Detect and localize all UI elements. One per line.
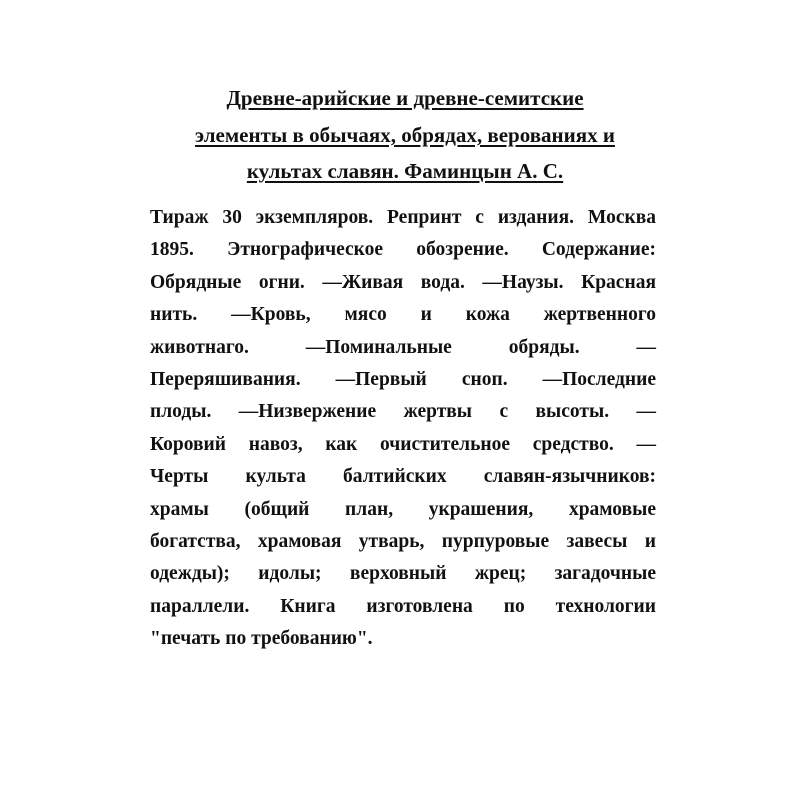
description-line: богатства, храмовая утварь, пурпуровые завесы и <box>150 530 656 552</box>
description-line: Переряшивания. —Первый сноп. —Последние <box>150 368 656 390</box>
book-description <box>150 202 656 655</box>
description-line: плоды. —Низвержение жертвы с высоты. — <box>150 401 656 423</box>
title-line <box>140 153 670 190</box>
title-line <box>140 80 670 117</box>
title-line-text: культах славян. Фаминцын А. С. <box>246 159 564 183</box>
description-line: нить. —Кровь, мясо и кожа жертвенного <box>150 304 656 326</box>
description-line: "печать по требованию". <box>150 628 373 650</box>
description-line: Черты культа балтийских славян-язычников: <box>150 466 656 488</box>
description-line: 1895. Этнографическое обозрение. Содержание: <box>150 239 656 261</box>
description-line: Обрядные огни. —Живая вода. —Наузы. Красная <box>150 271 656 293</box>
description-line: храмы (общий план, украшения, храмовые <box>150 498 656 520</box>
book-title <box>140 80 670 190</box>
title-line-text: элементы в обычаях, обрядах, верованиях и <box>195 122 615 147</box>
description-line: Тираж 30 экземпляров. Репринт с издания. Москва <box>150 207 656 228</box>
description-line: одежды); идолы; верховный жрец; загадочные <box>150 563 656 585</box>
title-line-text: Древне-арийские и древне-семитские <box>226 86 584 110</box>
description-line: животнаго. —Поминальные обряды. — <box>150 336 656 358</box>
description-line: Коровий навоз, как очистительное средство. — <box>150 433 656 455</box>
title-line <box>140 117 670 154</box>
description-line: параллели. Книга изготовлена по технологии <box>150 595 656 617</box>
